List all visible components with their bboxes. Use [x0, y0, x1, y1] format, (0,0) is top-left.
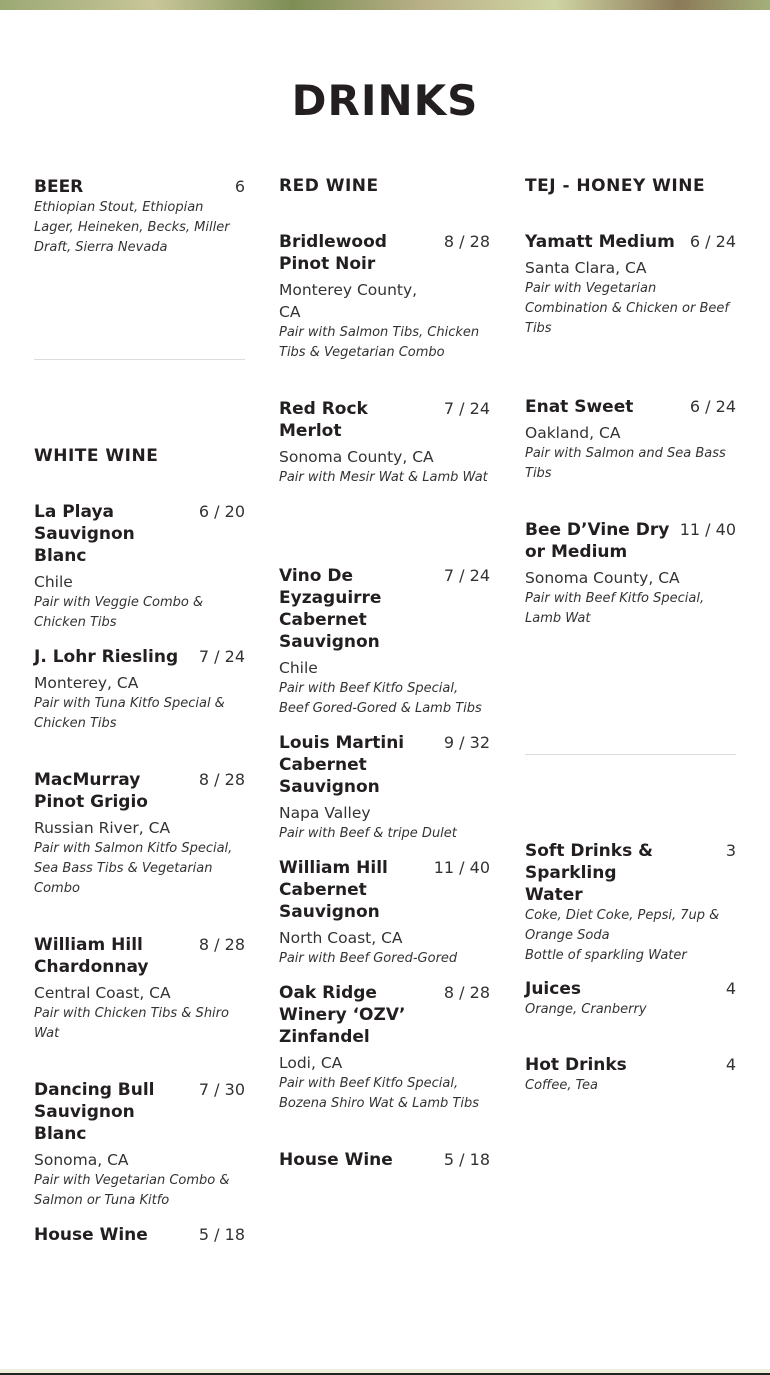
item-name: Oak Ridge Winery ‘OZV’ Zinfandel [279, 983, 406, 1047]
item-price: 8 / 28 [198, 935, 245, 954]
item-price: 6 / 20 [198, 502, 245, 521]
item-pairing: Pair with Beef Kitfo Special, Lamb Wat [525, 591, 705, 626]
tej-honey-wine-title: TEJ - HONEY WINE [525, 176, 706, 196]
menu-item [34, 501, 245, 633]
item-name: La Playa Sauvignon Blanc [34, 502, 135, 566]
item-name: Dancing Bull Sauvignon Blanc [34, 1080, 155, 1144]
page-title: DRINKS [291, 76, 479, 125]
item-origin: North Coast, CA [279, 929, 403, 947]
menu-item [279, 398, 490, 488]
item-pairing: Pair with Tuna Kitfo Special & Chicken Tibs [34, 696, 225, 731]
item-price: 4 [725, 979, 736, 998]
item-price: 5 / 18 [443, 1150, 490, 1169]
item-pairing: Pair with Salmon and Sea Bass Tibs [525, 446, 726, 481]
item-price: 4 [725, 1055, 736, 1074]
menu-item [525, 231, 736, 339]
item-price: 9 / 32 [443, 733, 490, 752]
item-price: 7 / 24 [443, 566, 490, 585]
item-origin: Central Coast, CA [34, 984, 171, 1002]
menu-item [279, 565, 490, 719]
item-name: Red Rock Merlot [279, 399, 368, 441]
menu-item [525, 1054, 736, 1096]
divider [525, 754, 736, 755]
item-origin: Monterey County, CA [279, 281, 418, 321]
item-price: 5 / 18 [198, 1225, 245, 1244]
item-price: 6 / 24 [689, 232, 736, 251]
item-origin: Oakland, CA [525, 424, 621, 442]
item-name: House Wine [279, 1150, 393, 1170]
item-price: 7 / 24 [198, 647, 245, 666]
item-name: House Wine [34, 1225, 148, 1245]
item-pairing: Pair with Beef Kitfo Special, Bozena Shiro Wat & Lamb Tibs [279, 1076, 480, 1111]
item-name: William Hill Chardonnay [34, 935, 149, 977]
item-price: 7 / 30 [198, 1080, 245, 1099]
item-origin: Russian River, CA [34, 819, 171, 837]
item-pairing: Pair with Salmon Tibs, Chicken Tibs & Vegetarian Combo [279, 325, 480, 360]
menu-item [525, 396, 736, 484]
item-name: Enat Sweet [525, 397, 634, 417]
item-name: William Hill Cabernet Sauvignon [279, 858, 388, 922]
menu-item [34, 769, 245, 899]
item-description: Coke, Diet Coke, Pepsi, 7up & Orange Soda [525, 908, 720, 943]
red-wine-title: RED WINE [279, 176, 379, 196]
menu-item [34, 934, 245, 1044]
item-name: J. Lohr Riesling [34, 647, 179, 667]
item-pairing: Pair with Mesir Wat & Lamb Wat [279, 470, 488, 485]
item-pairing: Pair with Beef & tripe Dulet [279, 826, 457, 841]
item-name: Soft Drinks & Sparkling Water [525, 841, 653, 905]
item-description: Orange, Cranberry [525, 1002, 647, 1017]
menu-item [279, 732, 490, 844]
item-name: Yamatt Medium [525, 232, 675, 252]
item-pairing: Pair with Vegetarian Combo & Salmon or Tuna Kitfo [34, 1173, 230, 1208]
item-pairing: Pair with Vegetarian Combination & Chicken or Beef Tibs [525, 281, 729, 336]
footer-strip [0, 1369, 770, 1375]
white-wine-title: WHITE WINE [34, 446, 159, 466]
item-price: 11 / 40 [679, 520, 736, 539]
item-origin: Napa Valley [279, 804, 371, 822]
menu-item [279, 982, 490, 1114]
item-description: Bottle of sparkling Water [525, 948, 687, 963]
menu-item [525, 840, 736, 966]
item-price: 6 / 24 [689, 397, 736, 416]
item-origin: Sonoma County, CA [525, 569, 680, 587]
item-name: Hot Drinks [525, 1055, 627, 1075]
item-name: Juices [525, 979, 581, 999]
divider [34, 359, 245, 360]
menu-item [34, 646, 245, 734]
item-name: MacMurray Pinot Grigio [34, 770, 148, 812]
item-pairing: Pair with Beef Gored-Gored [279, 951, 458, 966]
header-food-photo [0, 0, 770, 10]
menu-item [34, 1224, 245, 1246]
menu-item [279, 231, 490, 363]
item-price: 8 / 28 [443, 232, 490, 251]
item-price: 7 / 24 [443, 399, 490, 418]
item-pairing: Pair with Salmon Kitfo Special, Sea Bass Tibs & Vegetarian Combo [34, 841, 233, 896]
item-origin: Chile [279, 659, 318, 677]
beer-item [34, 176, 245, 258]
item-pairing: Pair with Beef Kitfo Special, Beef Gored-Gored & Lamb Tibs [279, 681, 482, 716]
item-name: Bee D’Vine Dry or Medium [525, 520, 670, 562]
item-pairing: Pair with Veggie Combo & Chicken Tibs [34, 595, 204, 630]
item-origin: Chile [34, 573, 73, 591]
menu-item [34, 1079, 245, 1211]
menu-item [279, 857, 490, 969]
item-description: Coffee, Tea [525, 1078, 598, 1093]
menu-item [525, 519, 736, 629]
item-origin: Sonoma County, CA [279, 448, 434, 466]
menu-item [525, 978, 736, 1020]
beer-title: BEER [34, 177, 84, 197]
beer-description: Ethiopian Stout, Ethiopian Lager, Heineken, Becks, Miller Draft, Sierra Nevada [34, 200, 230, 255]
item-price: 8 / 28 [443, 983, 490, 1002]
menu-item [279, 1149, 490, 1171]
item-price: 8 / 28 [198, 770, 245, 789]
item-name: Louis Martini Cabernet Sauvignon [279, 733, 405, 797]
item-pairing: Pair with Chicken Tibs & Shiro Wat [34, 1006, 229, 1041]
item-origin: Monterey, CA [34, 674, 139, 692]
beer-price: 6 [234, 177, 245, 196]
item-name: Bridlewood Pinot Noir [279, 232, 387, 274]
item-origin: Sonoma, CA [34, 1151, 129, 1169]
item-origin: Lodi, CA [279, 1054, 343, 1072]
item-origin: Santa Clara, CA [525, 259, 647, 277]
item-name: Vino De Eyzaguirre Cabernet Sauvignon [279, 566, 382, 652]
item-price: 3 [725, 841, 736, 860]
item-price: 11 / 40 [433, 858, 490, 877]
